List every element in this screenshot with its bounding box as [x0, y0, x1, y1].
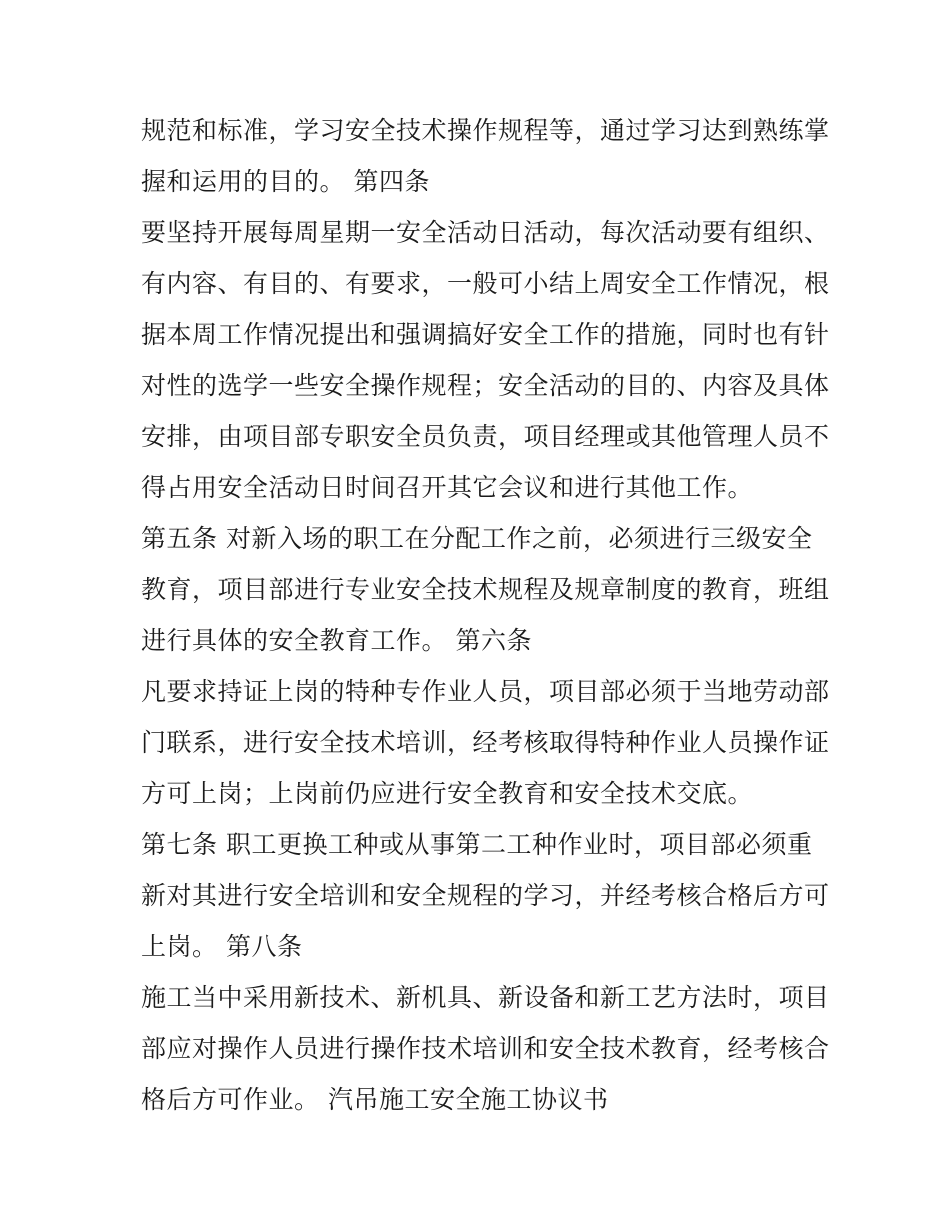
text-line-7: 安排，由项目部专职安全员负责，项目经理或其他管理人员不 — [141, 422, 830, 451]
document-body — [141, 105, 830, 1125]
text-line-5: 据本周工作情况提出和强调搞好安全工作的措施，同时也有针 — [141, 320, 830, 349]
text-line-6: 对性的选学一些安全操作规程；安全活动的目的、内容及具体 — [141, 371, 830, 400]
text-line-11: 进行具体的安全教育工作。 第六条 — [141, 626, 532, 655]
text-line-16: 新对其进行安全培训和安全规程的学习，并经考核合格后方可 — [141, 881, 830, 910]
text-line-1: 规范和标准，学习安全技术操作规程等，通过学习达到熟练掌 — [141, 116, 830, 145]
text-line-18: 施工当中采用新技术、新机具、新设备和新工艺方法时，项目 — [141, 983, 830, 1012]
text-line-10: 教育，项目部进行专业安全技术规程及规章制度的教育，班组 — [141, 575, 830, 604]
text-line-13: 门联系，进行安全技术培训，经考核取得特种作业人员操作证 — [141, 728, 830, 757]
text-line-8: 得占用安全活动日时间召开其它会议和进行其他工作。 — [141, 473, 754, 502]
text-line-15: 第七条 职工更换工种或从事第二工种作业时，项目部必须重 — [141, 830, 813, 859]
text-line-12: 凡要求持证上岗的特种专作业人员，项目部必须于当地劳动部 — [141, 677, 830, 706]
text-line-20: 格后方可作业。 汽吊施工安全施工协议书 — [141, 1085, 609, 1114]
text-line-17: 上岗。 第八条 — [141, 932, 303, 961]
text-line-14: 方可上岗；上岗前仍应进行安全教育和安全技术交底。 — [141, 779, 754, 808]
text-line-4: 有内容、有目的、有要求，一般可小结上周安全工作情况，根 — [141, 269, 830, 298]
text-line-19: 部应对操作人员进行操作技术培训和安全技术教育，经考核合 — [141, 1034, 830, 1063]
text-line-9: 第五条 对新入场的职工在分配工作之前，必须进行三级安全 — [141, 524, 813, 553]
text-line-2: 握和运用的目的。 第四条 — [141, 167, 430, 196]
text-line-3: 要坚持开展每周星期一安全活动日活动，每次活动要有组织、 — [141, 218, 830, 247]
